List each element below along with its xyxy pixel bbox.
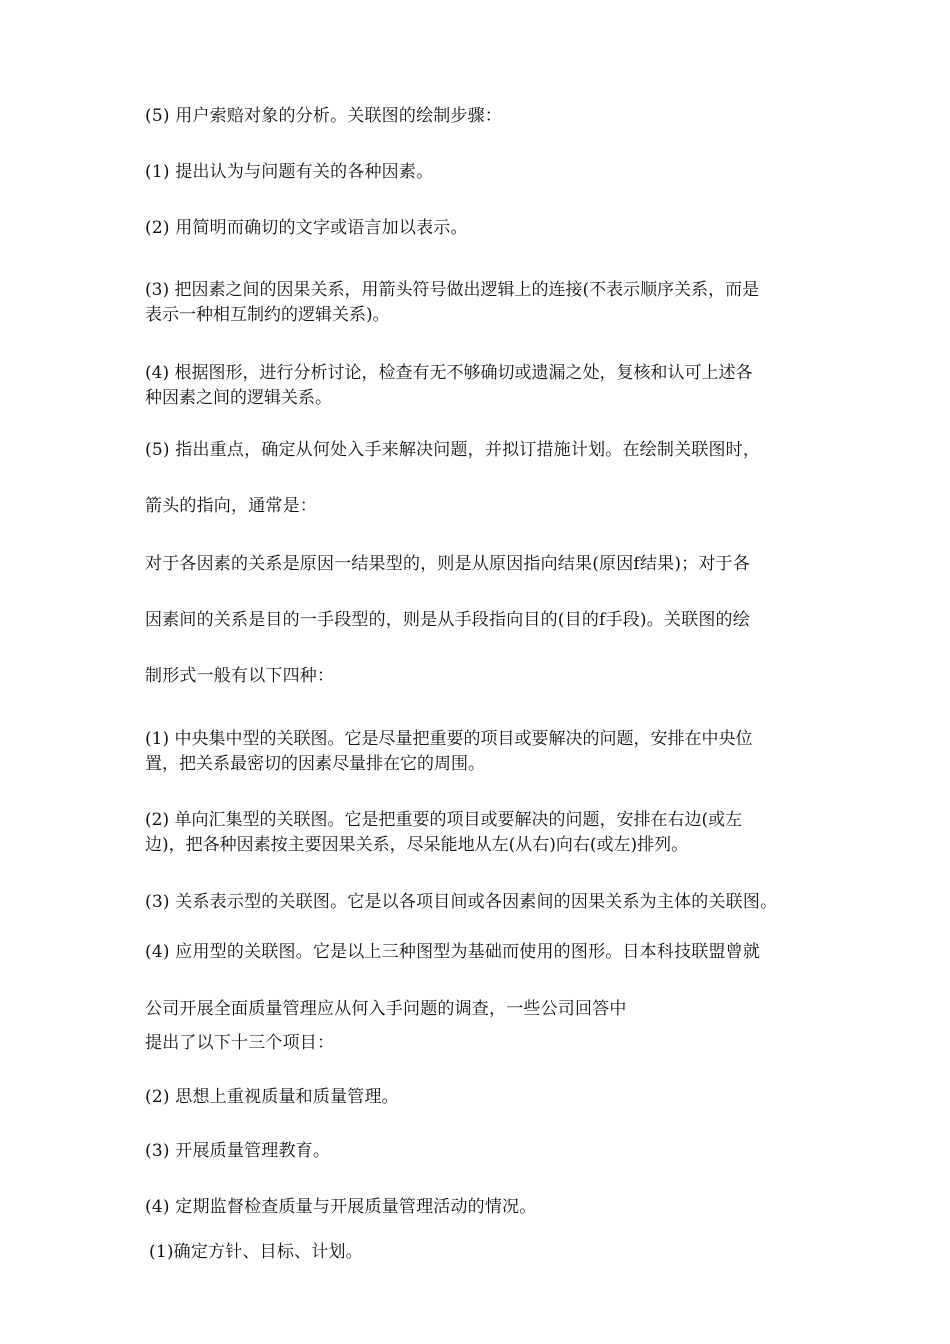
text-line: 提出了以下十三个项目： [145, 1033, 335, 1053]
paragraph [145, 278, 905, 328]
text-line: (3) 把因素之间的因果关系，用箭头符号做出逻辑上的连接(不表示顺序关系，而是 [145, 280, 760, 300]
text-line: (4) 定期监督检查质量与开展质量管理活动的情况。 [145, 1197, 537, 1217]
text-line: 置，把关系最密切的因素尽量排在它的周围。 [145, 754, 485, 774]
text-line: (1)确定方针、目标、计划。 [149, 1242, 363, 1262]
text-line: (3) 关系表示型的关联图。它是以各项目间或各因素间的因果关系为主体的关联图。 [145, 892, 778, 912]
text-line: (1) 中央集中型的关联图。它是尽量把重要的项目或要解决的问题，安排在中央位 [145, 729, 753, 749]
text-line: 边)，把各种因素按主要因果关系，尽呆能地从左(从右)向右(或左)排列。 [145, 835, 689, 855]
paragraph [145, 808, 905, 858]
text-line: (5) 指出重点，确定从何处入手来解决问题，并拟订措施计划。在绘制关联图时， [145, 440, 761, 460]
text-line: (1) 提出认为与问题有关的各种因素。 [145, 162, 434, 182]
text-line: 表示一种相互制约的逻辑关系)。 [145, 305, 390, 325]
text-line: 种因素之间的逻辑关系。 [145, 388, 332, 408]
text-line: (4) 应用型的关联图。它是以上三种图型为基础而使用的图形。日本科技联盟曾就 [145, 942, 761, 962]
text-line: (5) 用户索赔对象的分析。关联图的绘制步骤： [145, 106, 503, 126]
text-line: 制形式一般有以下四种： [145, 666, 335, 686]
text-line: 因素间的关系是目的一手段型的，则是从手段指向目的(目的f手段)。关联图的绘 [145, 610, 750, 630]
text-line: (2) 单向汇集型的关联图。它是把重要的项目或要解决的问题，安排在右边(或左 [145, 810, 743, 830]
text-line: (3) 开展质量管理教育。 [145, 1141, 331, 1161]
paragraph [145, 361, 905, 411]
paragraph [145, 727, 905, 777]
text-line: (4) 根据图形，进行分析讨论，检查有无不够确切或遗漏之处，复核和认可上述各 [145, 363, 753, 383]
text-line: 公司开展全面质量管理应从何入手问题的调查，一些公司回答中 [145, 999, 627, 1019]
text-line: 箭头的指向，通常是： [145, 496, 317, 516]
text-line: 对于各因素的关系是原因一结果型的，则是从原因指向结果(原因f结果)；对于各 [145, 554, 750, 574]
text-line: (2) 用简明而确切的文字或语言加以表示。 [145, 218, 468, 238]
text-line: (2) 思想上重视质量和质量管理。 [145, 1087, 399, 1107]
